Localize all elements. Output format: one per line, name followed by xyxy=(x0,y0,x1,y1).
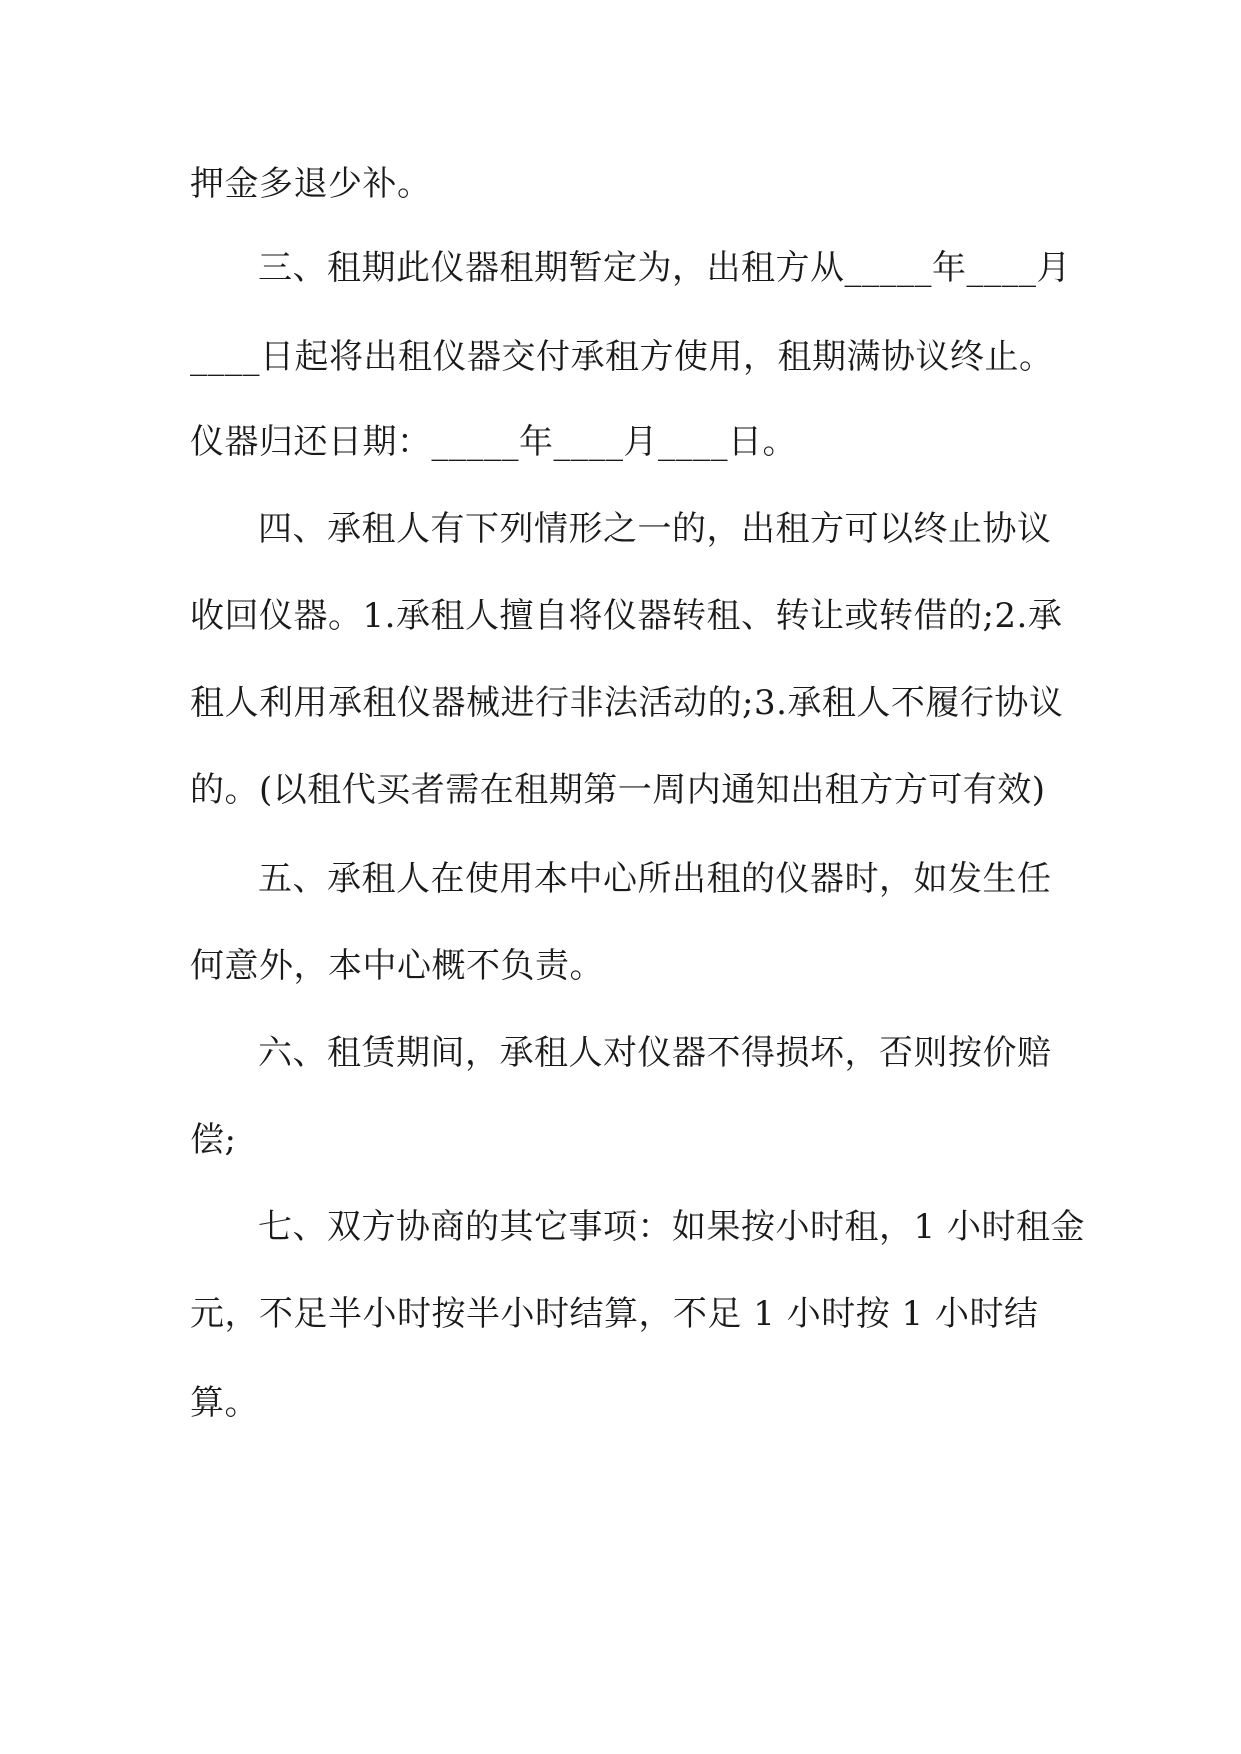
text-line-3: ____日起将出租仪器交付承租方使用，租期满协议终止。 xyxy=(190,337,1054,377)
text-line-8: 的。(以租代买者需在租期第一周内通知出租方方可有效) xyxy=(190,770,1046,810)
clause-7-heading-line: 七、双方协商的其它事项：如果按小时租，1 小时租金 xyxy=(258,1207,1085,1247)
text-line-6: 收回仪器。1.承租人擅自将仪器转租、转让或转借的;2.承 xyxy=(190,596,1063,636)
text-line-15: 算。 xyxy=(190,1383,259,1423)
return-date-line: 仪器归还日期：_____年____月____日。 xyxy=(190,422,797,462)
text-line-14: 元，不足半小时按半小时结算，不足 1 小时按 1 小时结 xyxy=(190,1294,1039,1334)
text-line-7: 租人利用承租仪器械进行非法活动的;3.承租人不履行协议 xyxy=(190,683,1064,723)
text-line-1: 押金多退少补。 xyxy=(190,164,432,204)
clause-3-heading-line: 三、租期此仪器租期暂定为，出租方从_____年____月 xyxy=(258,248,1071,288)
clause-4-heading-line: 四、承租人有下列情形之一的，出租方可以终止协议 xyxy=(258,509,1052,549)
clause-5-heading-line: 五、承租人在使用本中心所出租的仪器时，如发生任 xyxy=(258,859,1052,899)
text-line-12: 偿; xyxy=(190,1120,237,1160)
text-line-10: 何意外，本中心概不负责。 xyxy=(190,946,604,986)
clause-6-heading-line: 六、租赁期间，承租人对仪器不得损坏，否则按价赔 xyxy=(258,1033,1052,1073)
